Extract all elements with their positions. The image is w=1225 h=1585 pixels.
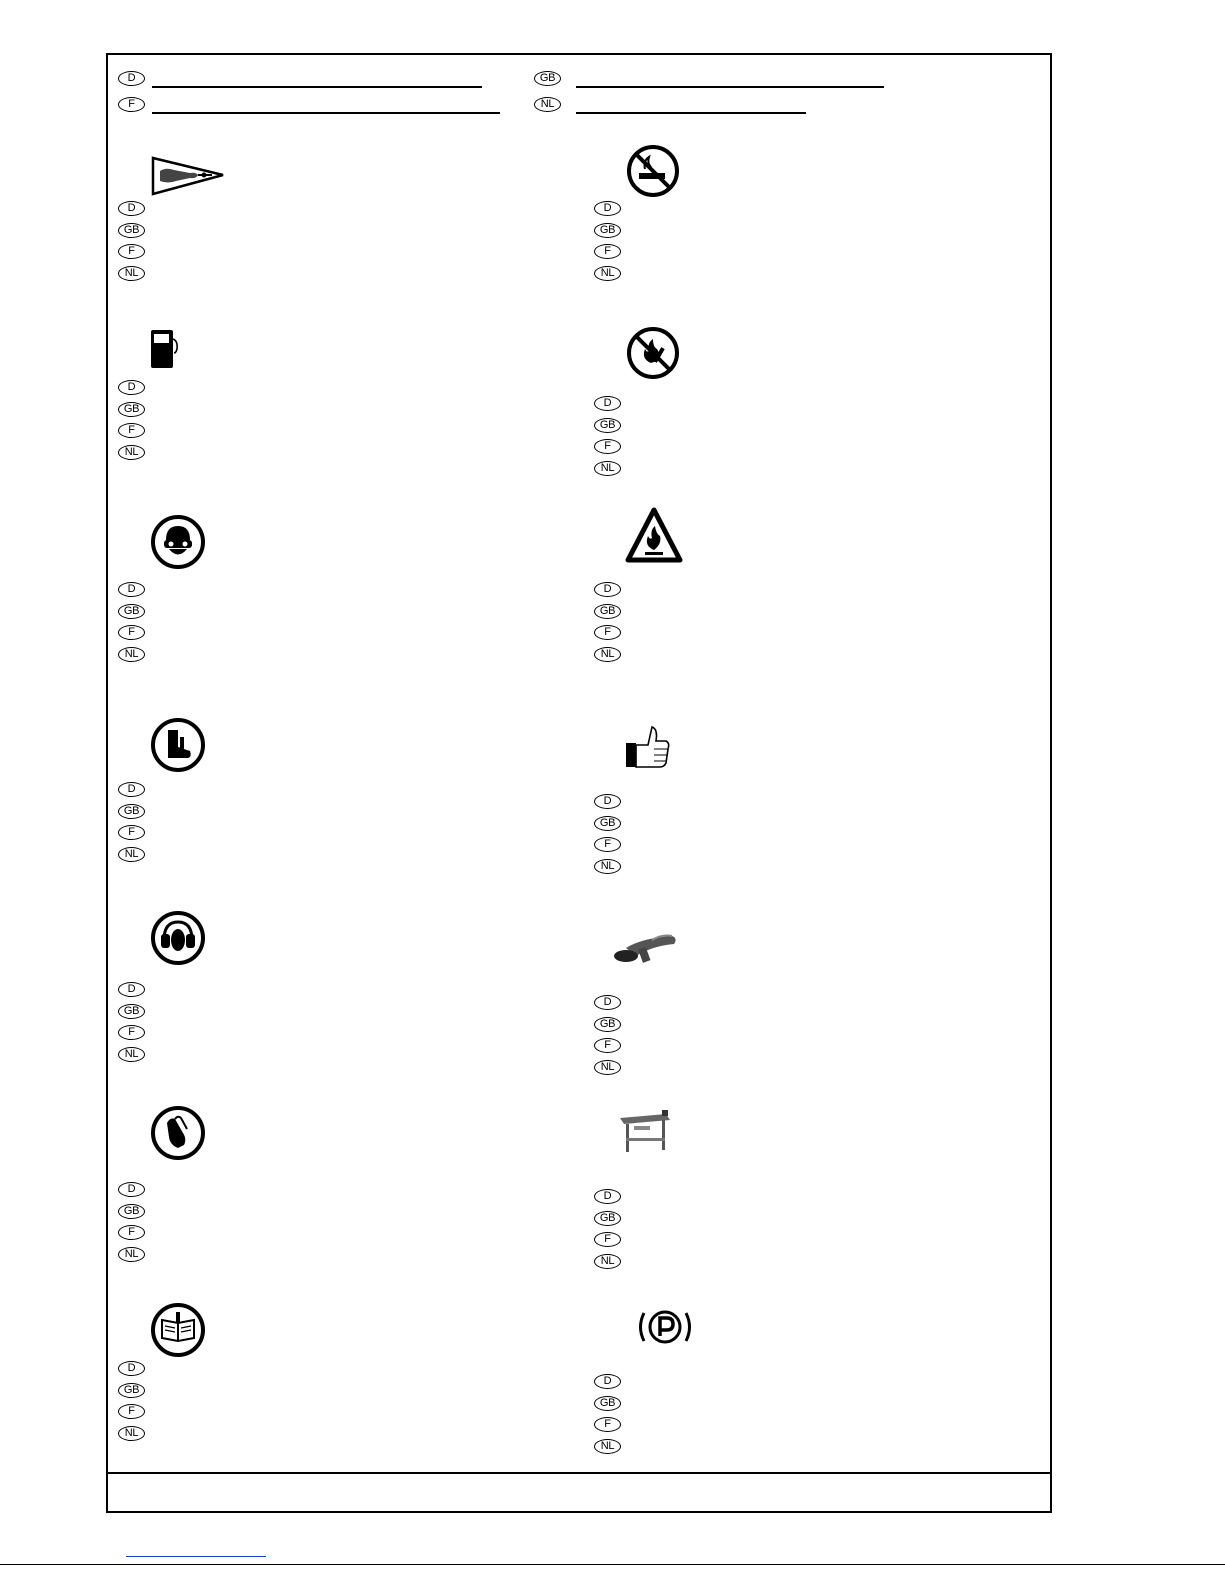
lang-badge-nl: NL	[118, 647, 145, 662]
lang-badge-gb: GB	[118, 223, 145, 238]
lang-badge-d: D	[118, 201, 145, 216]
lang-badge-f: F	[594, 837, 621, 852]
lang-badge-nl: NL	[118, 445, 145, 460]
lang-badge-nl: NL	[594, 647, 621, 662]
lang-badge-f: F	[594, 625, 621, 640]
lang-badge-gb: GB	[118, 604, 145, 619]
lang-badge-f: F	[118, 625, 145, 640]
lang-badge-nl: NL	[594, 266, 621, 281]
lang-badge-gb: GB	[594, 816, 621, 831]
lang-badge-nl: NL	[118, 847, 145, 862]
no-smoking-icon	[625, 143, 681, 199]
lang-badge-nl: NL	[118, 1426, 145, 1441]
footer-divider	[106, 1472, 1052, 1474]
lang-badge-gb: GB	[594, 223, 621, 238]
angle-grinder-icon	[612, 930, 678, 970]
gloves-icon	[150, 1105, 206, 1161]
lang-badge-gb: GB	[534, 71, 561, 86]
lang-badge-f: F	[118, 97, 145, 112]
lang-badge-nl: NL	[118, 266, 145, 281]
header-line-d	[152, 86, 482, 88]
lang-badge-d: D	[118, 71, 145, 86]
lang-badge-d: D	[594, 1374, 621, 1389]
parking-brake-icon	[636, 1305, 694, 1349]
eye-head-protection-icon	[150, 514, 206, 570]
lang-badge-d: D	[594, 201, 621, 216]
lang-badge-gb: GB	[118, 1004, 145, 1019]
lang-badge-f: F	[118, 1025, 145, 1040]
lang-badge-d: D	[118, 782, 145, 797]
bottom-link-underline	[126, 1556, 266, 1557]
lang-badge-d: D	[118, 1182, 145, 1197]
lang-badge-d: D	[594, 794, 621, 809]
read-manual-icon	[150, 1302, 206, 1358]
lang-badge-gb: GB	[594, 418, 621, 433]
lang-badge-gb: GB	[594, 1017, 621, 1032]
lang-badge-nl: NL	[594, 1060, 621, 1075]
header-line-f	[152, 112, 500, 114]
lang-badge-gb: GB	[118, 1383, 145, 1398]
lang-badge-d: D	[118, 582, 145, 597]
ear-protection-icon	[150, 910, 206, 966]
lang-badge-nl: NL	[118, 1247, 145, 1262]
lang-badge-f: F	[118, 825, 145, 840]
lang-badge-d: D	[594, 582, 621, 597]
lang-badge-nl: NL	[534, 97, 561, 112]
lang-badge-nl: NL	[594, 1254, 621, 1269]
lang-badge-f: F	[594, 244, 621, 259]
lang-badge-f: F	[118, 1225, 145, 1240]
header-line-gb	[576, 86, 884, 88]
lang-badge-gb: GB	[594, 1211, 621, 1226]
lang-badge-gb: GB	[118, 1204, 145, 1219]
thumbs-up-icon	[622, 723, 672, 771]
lang-badge-f: F	[594, 1417, 621, 1432]
bottom-rule	[0, 1564, 1225, 1565]
lang-badge-f: F	[594, 1038, 621, 1053]
lang-badge-d: D	[118, 380, 145, 395]
flammable-warning-icon	[624, 506, 684, 564]
header-line-nl	[576, 112, 806, 114]
workbench-icon	[616, 1108, 674, 1156]
lang-badge-f: F	[118, 423, 145, 438]
lang-badge-nl: NL	[118, 1047, 145, 1062]
page-frame	[106, 53, 1052, 1513]
lang-badge-gb: GB	[594, 1396, 621, 1411]
lang-badge-f: F	[594, 439, 621, 454]
lang-badge-nl: NL	[594, 859, 621, 874]
lang-badge-d: D	[594, 1189, 621, 1204]
lang-badge-nl: NL	[594, 461, 621, 476]
lang-badge-f: F	[594, 1232, 621, 1247]
lang-badge-d: D	[594, 396, 621, 411]
safety-boots-icon	[150, 717, 206, 773]
lang-badge-f: F	[118, 244, 145, 259]
lang-badge-nl: NL	[594, 1439, 621, 1454]
lang-badge-d: D	[118, 1361, 145, 1376]
fuel-pump-icon	[150, 329, 180, 369]
lang-badge-gb: GB	[118, 402, 145, 417]
lang-badge-gb: GB	[118, 804, 145, 819]
manual-hand-icon	[150, 155, 226, 197]
lang-badge-d: D	[118, 982, 145, 997]
no-open-flame-icon	[625, 325, 681, 381]
lang-badge-gb: GB	[594, 604, 621, 619]
lang-badge-f: F	[118, 1404, 145, 1419]
lang-badge-d: D	[594, 995, 621, 1010]
